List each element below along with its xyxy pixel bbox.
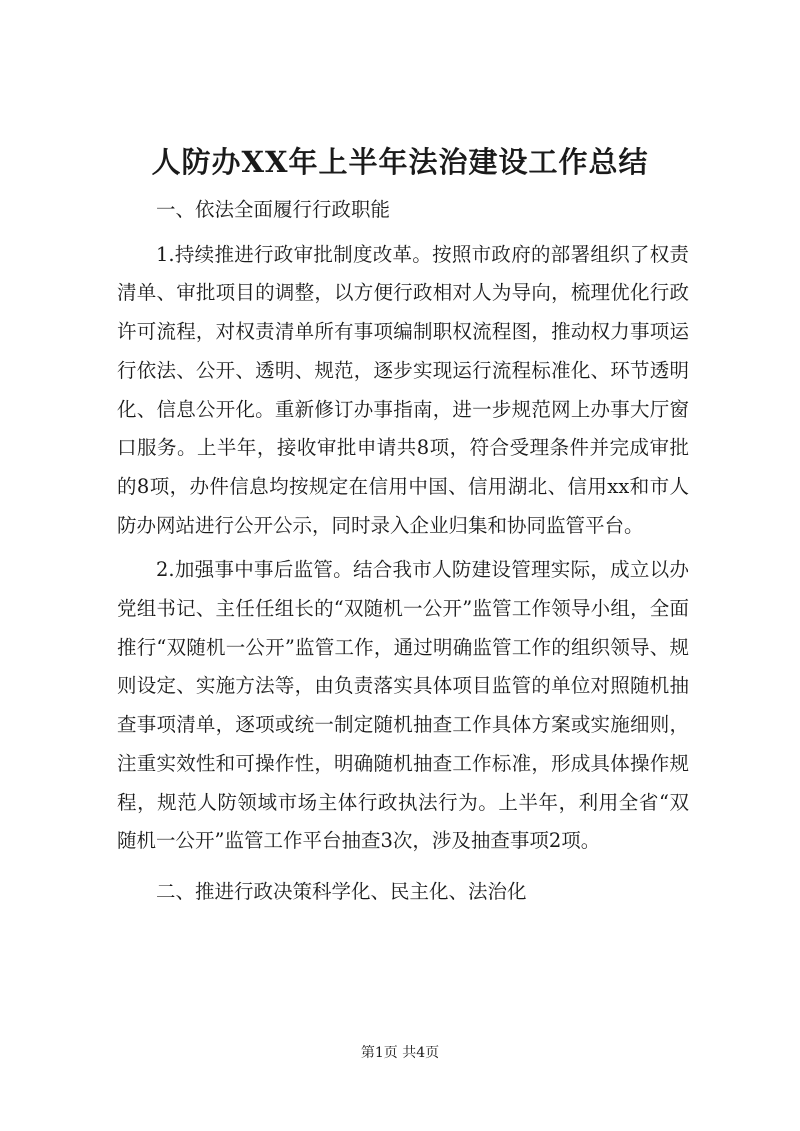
paragraph-2: 2.加强事中事后监管。结合我市人防建设管理实际，成立以办党组书记、主任任组长的“双随机一公开”监管工作领导小组，全面推行“双随机一公开”监管工作，通过明确监管工作的组织领导、规则设定、实施方法等，由负责落实具体项目监管的单位对照随机抽查事项清单，逐项或统一制定随机抽查工作具体方案或实施细则，注重实效性和可操作性，明确随机抽查工作标准，形成具体操作规程，规范人防领域市场主体行政执法行为。上半年，利用全省“双随机一公开”监管工作平台抽查3次，涉及抽查事项2项。 xyxy=(117,558,689,853)
section-heading-1: 一、依法全面履行行政职能 xyxy=(156,198,391,221)
page-number-footer: 第1页 共4页 xyxy=(360,1045,440,1061)
paragraph-1: 1.持续推进行政审批制度改革。按照市政府的部署组织了权责清单、审批项目的调整，以方便行政相对人为导向，梳理优化行政许可流程，对权责清单所有事项编制职权流程图，推动权力事项运行依法、公开、透明、规范，逐步实现运行流程标准化、环节透明化、信息公开化。重新修订办事指南，进一步规范网上办事大厅窗口服务。上半年，接收审批申请共8项，符合受理条件并完成审批的8项，办件信息均按规定在信用中国、信用湖北、信用xx和市人防办网站进行公开公示，同时录入企业归集和协同监管平台。 xyxy=(117,242,689,537)
document-body xyxy=(117,191,689,912)
document-title: 人防办XX年上半年法治建设工作总结 xyxy=(151,145,649,179)
section-heading-2: 二、推进行政决策科学化、民主化、法治化 xyxy=(156,879,527,903)
